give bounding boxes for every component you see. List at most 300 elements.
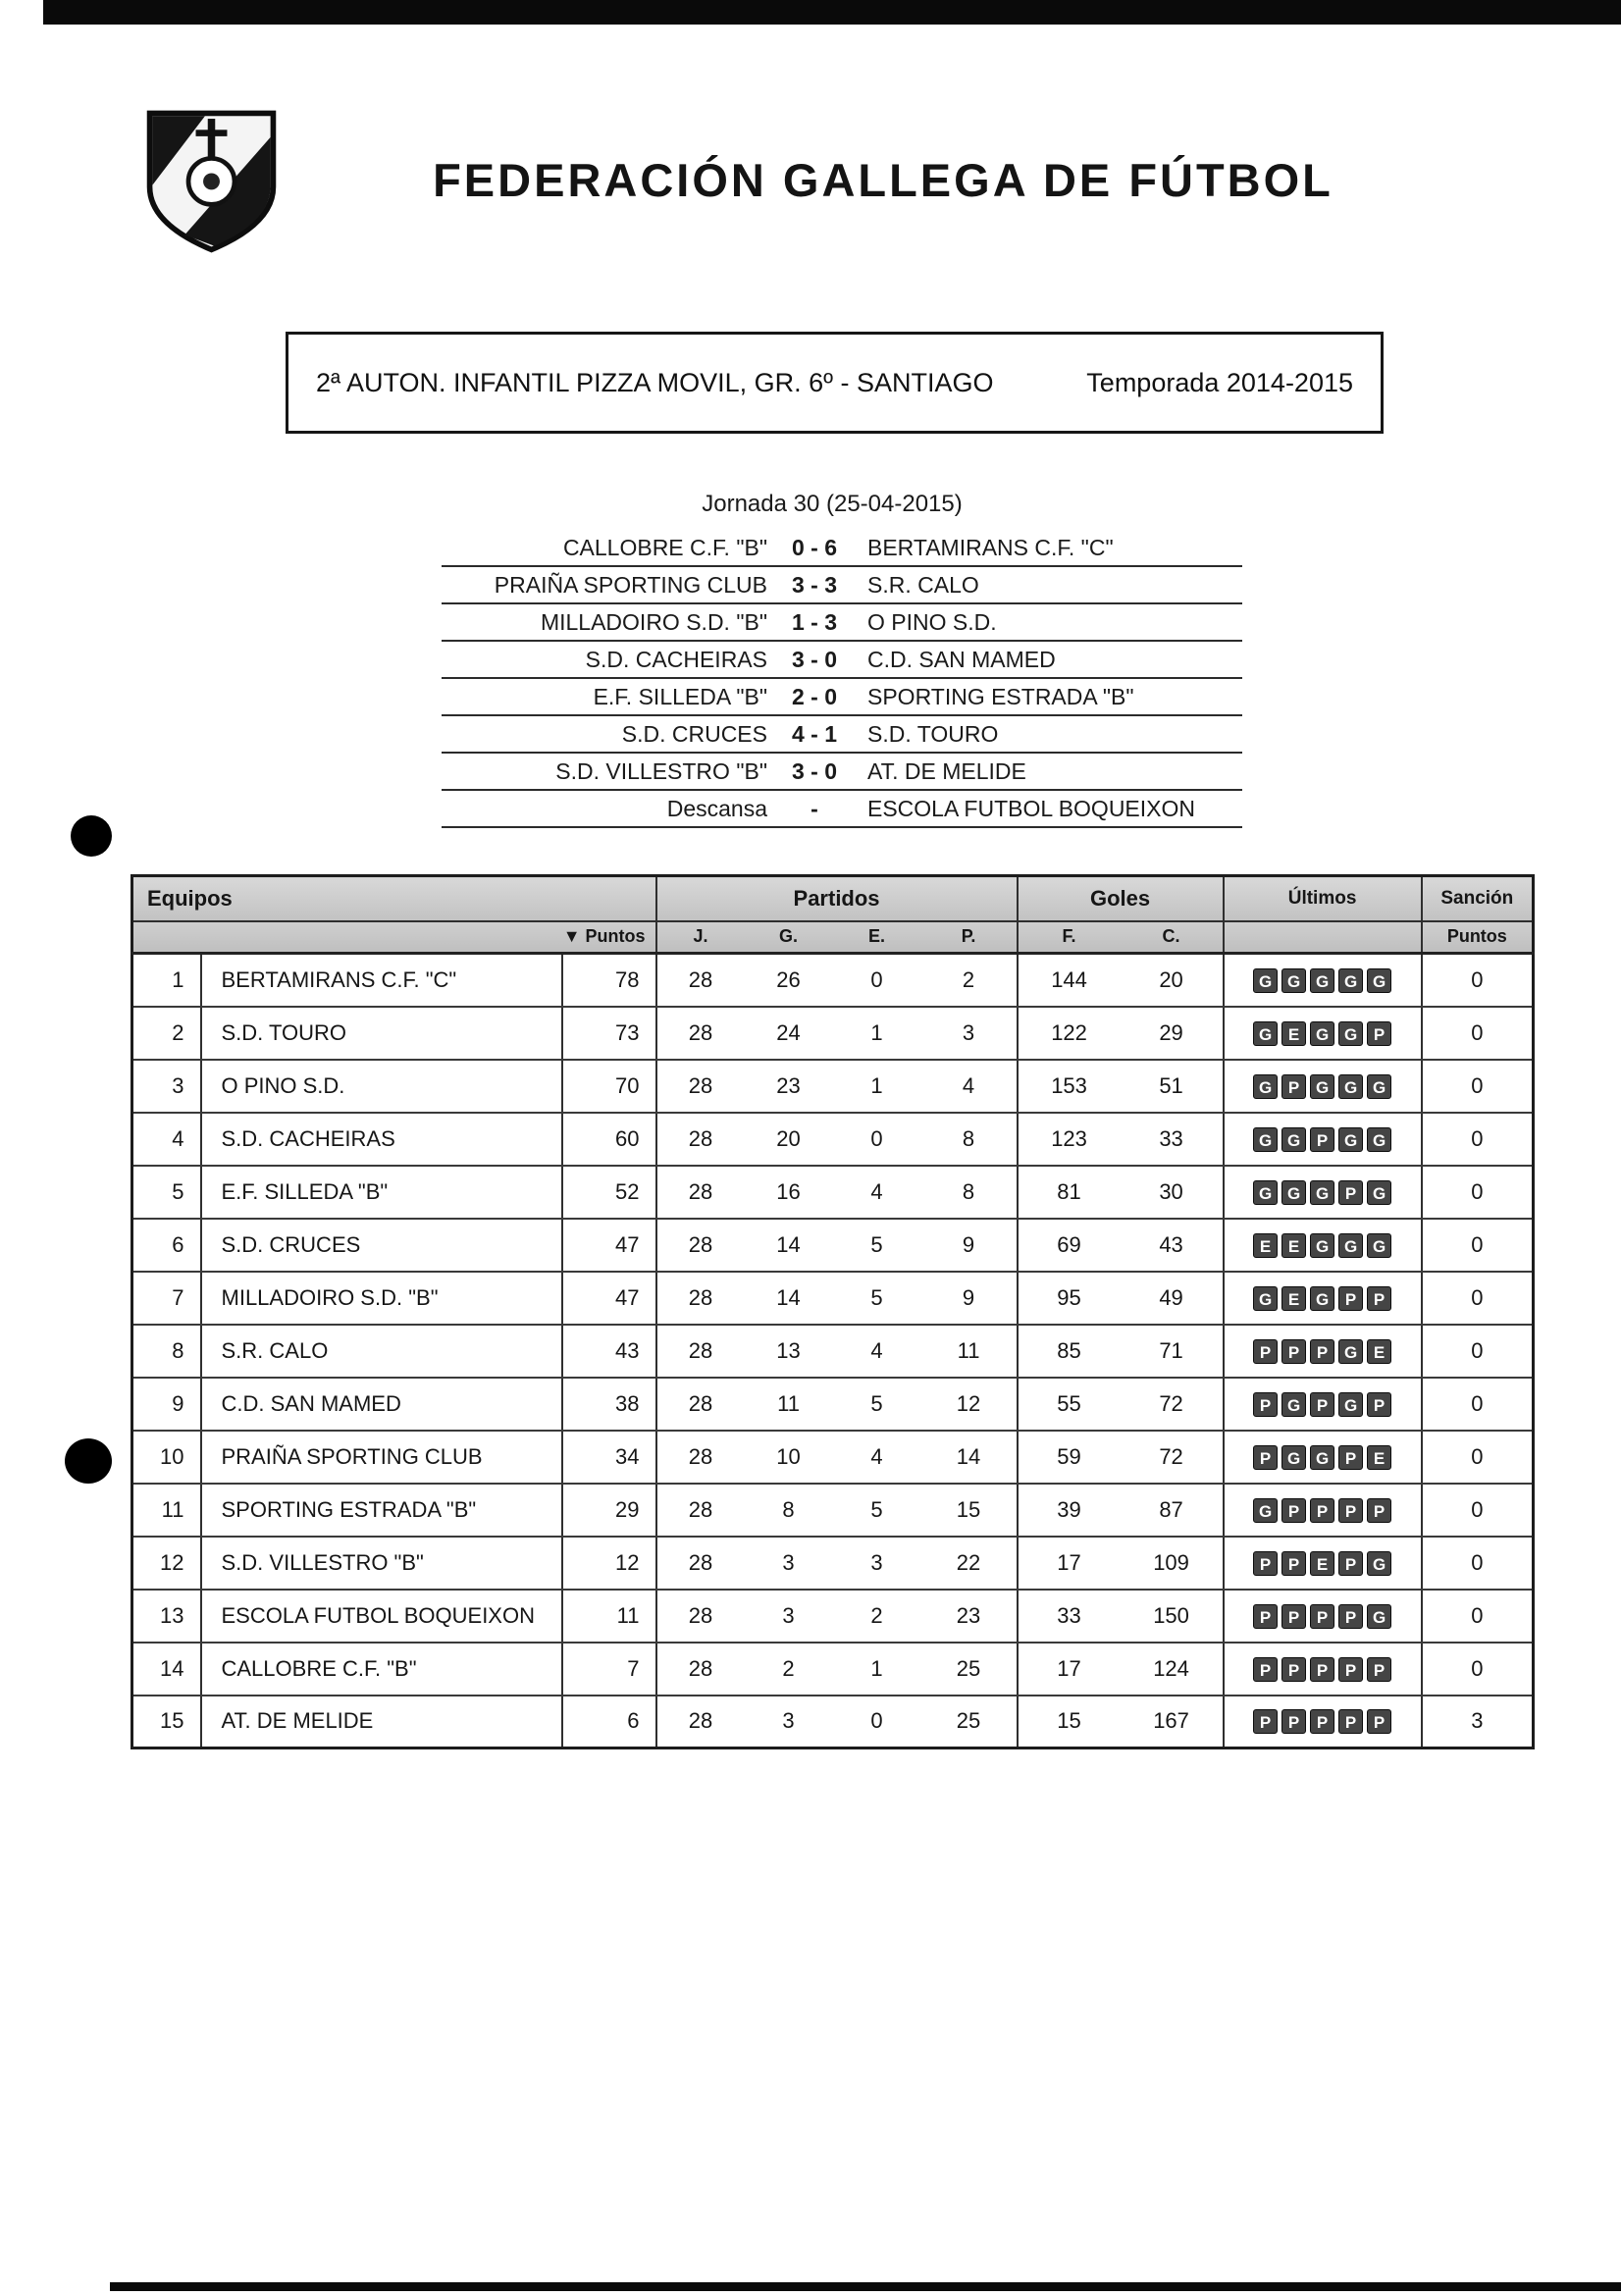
result-letter-g: G: [1281, 1392, 1306, 1417]
wins: 10: [745, 1431, 833, 1484]
row-position: 8: [132, 1325, 201, 1378]
result-away-team: AT. DE MELIDE: [867, 757, 1026, 784]
team-name: BERTAMIRANS C.F. "C": [201, 954, 562, 1007]
last-five-results: [1224, 954, 1422, 1007]
result-letter-g: G: [1281, 1127, 1306, 1152]
col-group-partidos: Partidos: [656, 876, 1018, 921]
losses: 3: [921, 1007, 1018, 1060]
subheader-goals-against: C.: [1121, 921, 1224, 954]
points: 12: [562, 1537, 656, 1590]
sanction-points: 0: [1422, 1166, 1534, 1219]
result-letter-p: P: [1253, 1339, 1278, 1364]
wins: 3: [745, 1696, 833, 1748]
result-away-team: ESCOLA FUTBOL BOQUEIXON: [867, 795, 1196, 821]
result-away-team: S.D. TOURO: [867, 720, 999, 747]
subheader-losses: P.: [921, 921, 1018, 954]
row-position: 1: [132, 954, 201, 1007]
played: 28: [656, 1484, 745, 1537]
result-letter-g: G: [1367, 1127, 1391, 1152]
result-letter-g: G: [1253, 1021, 1278, 1046]
played: 28: [656, 1325, 745, 1378]
result-row: [442, 679, 1242, 716]
result-home-team: S.D. VILLESTRO "B": [555, 757, 767, 784]
result-letter-g: G: [1310, 968, 1334, 993]
result-letter-p: P: [1310, 1604, 1334, 1629]
result-letter-g: G: [1367, 1233, 1391, 1258]
standings-subheader-row: [132, 921, 1534, 954]
standings-row: [132, 1696, 1534, 1748]
played: 28: [656, 1378, 745, 1431]
wins: 14: [745, 1272, 833, 1325]
losses: 11: [921, 1325, 1018, 1378]
result-letter-p: P: [1367, 1021, 1391, 1046]
goals-against: 30: [1121, 1166, 1224, 1219]
wins: 11: [745, 1378, 833, 1431]
losses: 9: [921, 1219, 1018, 1272]
result-letter-p: P: [1281, 1604, 1306, 1629]
result-letter-p: P: [1253, 1445, 1278, 1470]
result-letter-p: P: [1281, 1709, 1306, 1734]
losses: 8: [921, 1166, 1018, 1219]
team-name: S.D. CACHEIRAS: [201, 1113, 562, 1166]
result-letter-g: G: [1338, 1392, 1363, 1417]
federation-crest-icon: [140, 104, 283, 256]
result-home-team: CALLOBRE C.F. "B": [562, 534, 767, 560]
result-letter-g: G: [1338, 1127, 1363, 1152]
played: 28: [656, 954, 745, 1007]
result-letter-g: G: [1310, 1445, 1334, 1470]
season-label: Temporada 2014-2015: [1086, 367, 1353, 397]
goals-for: 95: [1018, 1272, 1121, 1325]
result-letter-p: P: [1367, 1498, 1391, 1523]
result-letter-p: P: [1367, 1657, 1391, 1682]
result-letter-p: P: [1367, 1286, 1391, 1311]
result-letter-p: P: [1281, 1074, 1306, 1099]
competition-name: 2ª AUTON. INFANTIL PIZZA MOVIL, GR. 6º - SANTIAGO: [316, 367, 994, 397]
points: 7: [562, 1643, 656, 1696]
played: 28: [656, 1007, 745, 1060]
last-five-results: [1224, 1007, 1422, 1060]
losses: 4: [921, 1060, 1018, 1113]
goals-for: 15: [1018, 1696, 1121, 1748]
wins: 3: [745, 1590, 833, 1643]
row-position: 12: [132, 1537, 201, 1590]
wins: 20: [745, 1113, 833, 1166]
points: 38: [562, 1378, 656, 1431]
goals-for: 81: [1018, 1166, 1121, 1219]
last-five-results: [1224, 1378, 1422, 1431]
result-home-team: Descansa: [666, 795, 767, 821]
draws: 1: [833, 1643, 921, 1696]
result-letter-g: G: [1338, 1339, 1363, 1364]
played: 28: [656, 1166, 745, 1219]
subheader-played: J.: [656, 921, 745, 954]
col-group-sancion: Sanción: [1422, 876, 1534, 921]
sanction-points: 3: [1422, 1696, 1534, 1748]
goals-against: 72: [1121, 1431, 1224, 1484]
losses: 23: [921, 1590, 1018, 1643]
result-letter-g: G: [1253, 968, 1278, 993]
result-away-team: S.R. CALO: [867, 571, 979, 598]
subheader-wins: G.: [745, 921, 833, 954]
scan-artifact-bottom-bar: [110, 2282, 1621, 2291]
played: 28: [656, 1696, 745, 1748]
last-five-results: [1224, 1537, 1422, 1590]
result-score: -: [810, 795, 818, 821]
result-away-team: O PINO S.D.: [867, 608, 997, 635]
subheader-spacer: [132, 921, 562, 954]
result-letter-p: P: [1281, 1551, 1306, 1576]
draws: 4: [833, 1431, 921, 1484]
wins: 2: [745, 1643, 833, 1696]
result-letter-p: P: [1310, 1339, 1334, 1364]
points: 6: [562, 1696, 656, 1748]
draws: 1: [833, 1007, 921, 1060]
draws: 3: [833, 1537, 921, 1590]
hole-punch-mark: [65, 1438, 112, 1484]
wins: 13: [745, 1325, 833, 1378]
wins: 23: [745, 1060, 833, 1113]
result-letter-g: G: [1253, 1127, 1278, 1152]
draws: 0: [833, 1696, 921, 1748]
result-home-team: PRAIÑA SPORTING CLUB: [494, 571, 767, 598]
goals-for: 144: [1018, 954, 1121, 1007]
goals-for: 59: [1018, 1431, 1121, 1484]
last-five-results: [1224, 1431, 1422, 1484]
points: 47: [562, 1219, 656, 1272]
hole-punch-mark: [71, 815, 112, 857]
standings-row: [132, 1007, 1534, 1060]
row-position: 3: [132, 1060, 201, 1113]
last-five-results: [1224, 1590, 1422, 1643]
result-row: [442, 754, 1242, 791]
result-letter-p: P: [1281, 1657, 1306, 1682]
team-name: S.D. VILLESTRO "B": [201, 1537, 562, 1590]
last-five-results: [1224, 1272, 1422, 1325]
row-position: 14: [132, 1643, 201, 1696]
points: 70: [562, 1060, 656, 1113]
sanction-points: 0: [1422, 1113, 1534, 1166]
draws: 4: [833, 1325, 921, 1378]
row-position: 15: [132, 1696, 201, 1748]
points: 43: [562, 1325, 656, 1378]
result-letter-p: P: [1310, 1392, 1334, 1417]
goals-against: 51: [1121, 1060, 1224, 1113]
result-letter-g: G: [1367, 968, 1391, 993]
draws: 5: [833, 1484, 921, 1537]
goals-against: 33: [1121, 1113, 1224, 1166]
wins: 26: [745, 954, 833, 1007]
team-name: CALLOBRE C.F. "B": [201, 1643, 562, 1696]
wins: 14: [745, 1219, 833, 1272]
goals-against: 124: [1121, 1643, 1224, 1696]
standings-row: [132, 1272, 1534, 1325]
last-five-results: [1224, 1484, 1422, 1537]
row-position: 2: [132, 1007, 201, 1060]
result-letter-e: E: [1281, 1233, 1306, 1258]
points: 47: [562, 1272, 656, 1325]
sanction-points: 0: [1422, 1484, 1534, 1537]
sanction-points: 0: [1422, 1537, 1534, 1590]
wins: 3: [745, 1537, 833, 1590]
last-five-results: [1224, 1166, 1422, 1219]
result-score: 3 - 0: [791, 757, 838, 784]
points: 78: [562, 954, 656, 1007]
wins: 8: [745, 1484, 833, 1537]
sanction-points: 0: [1422, 1590, 1534, 1643]
standings-table: [131, 874, 1535, 1749]
result-letter-e: E: [1367, 1339, 1391, 1364]
result-letter-e: E: [1253, 1233, 1278, 1258]
result-letter-g: G: [1253, 1074, 1278, 1099]
result-row: [442, 642, 1242, 679]
standings-header-groups-row: [132, 876, 1534, 921]
result-letter-g: G: [1281, 968, 1306, 993]
result-letter-g: G: [1338, 1233, 1363, 1258]
losses: 12: [921, 1378, 1018, 1431]
result-letter-p: P: [1338, 1445, 1363, 1470]
result-letter-p: P: [1281, 1339, 1306, 1364]
sanction-points: 0: [1422, 1378, 1534, 1431]
last-five-results: [1224, 1060, 1422, 1113]
result-letter-g: G: [1338, 1021, 1363, 1046]
team-name: AT. DE MELIDE: [201, 1696, 562, 1748]
result-letter-e: E: [1310, 1551, 1334, 1576]
played: 28: [656, 1590, 745, 1643]
points: 34: [562, 1431, 656, 1484]
row-position: 13: [132, 1590, 201, 1643]
points: 11: [562, 1590, 656, 1643]
played: 28: [656, 1272, 745, 1325]
goals-against: 150: [1121, 1590, 1224, 1643]
standings-row: [132, 1643, 1534, 1696]
goals-for: 85: [1018, 1325, 1121, 1378]
points: 73: [562, 1007, 656, 1060]
result-row: [442, 604, 1242, 642]
team-name: PRAIÑA SPORTING CLUB: [201, 1431, 562, 1484]
losses: 25: [921, 1643, 1018, 1696]
matchday-title: Jornada 30 (25-04-2015): [702, 491, 963, 517]
result-letter-g: G: [1310, 1286, 1334, 1311]
losses: 8: [921, 1113, 1018, 1166]
goals-for: 153: [1018, 1060, 1121, 1113]
team-name: S.D. TOURO: [201, 1007, 562, 1060]
goals-against: 71: [1121, 1325, 1224, 1378]
sanction-points: 0: [1422, 1219, 1534, 1272]
result-letter-p: P: [1253, 1709, 1278, 1734]
draws: 2: [833, 1590, 921, 1643]
last-five-results: [1224, 1696, 1422, 1748]
losses: 14: [921, 1431, 1018, 1484]
result-letter-p: P: [1338, 1180, 1363, 1205]
played: 28: [656, 1219, 745, 1272]
result-letter-e: E: [1281, 1021, 1306, 1046]
result-letter-g: G: [1310, 1180, 1334, 1205]
standings-row: [132, 1325, 1534, 1378]
draws: 5: [833, 1378, 921, 1431]
goals-against: 109: [1121, 1537, 1224, 1590]
subheader-draws: E.: [833, 921, 921, 954]
points: 52: [562, 1166, 656, 1219]
sanction-points: 0: [1422, 1643, 1534, 1696]
played: 28: [656, 1060, 745, 1113]
wins: 24: [745, 1007, 833, 1060]
goals-for: 55: [1018, 1378, 1121, 1431]
result-letter-p: P: [1338, 1709, 1363, 1734]
standings-row: [132, 1113, 1534, 1166]
losses: 9: [921, 1272, 1018, 1325]
result-home-team: E.F. SILLEDA "B": [593, 683, 767, 709]
col-group-equipos: Equipos: [132, 876, 656, 921]
result-letter-g: G: [1281, 1180, 1306, 1205]
result-home-team: S.D. CACHEIRAS: [585, 646, 767, 672]
draws: 5: [833, 1219, 921, 1272]
standings-row: [132, 1537, 1534, 1590]
col-group-ultimos: Últimos: [1224, 876, 1422, 921]
goals-for: 17: [1018, 1643, 1121, 1696]
row-position: 11: [132, 1484, 201, 1537]
draws: 1: [833, 1060, 921, 1113]
standings-row: [132, 1484, 1534, 1537]
draws: 0: [833, 954, 921, 1007]
sanction-points: 0: [1422, 1007, 1534, 1060]
result-away-team: BERTAMIRANS C.F. "C": [867, 534, 1114, 560]
row-position: 6: [132, 1219, 201, 1272]
result-letter-p: P: [1338, 1551, 1363, 1576]
result-letter-g: G: [1367, 1604, 1391, 1629]
result-row: [442, 791, 1242, 828]
col-group-goles: Goles: [1018, 876, 1224, 921]
result-letter-p: P: [1253, 1551, 1278, 1576]
points: 29: [562, 1484, 656, 1537]
result-letter-g: G: [1253, 1286, 1278, 1311]
standings-row: [132, 1166, 1534, 1219]
goals-against: 72: [1121, 1378, 1224, 1431]
row-position: 10: [132, 1431, 201, 1484]
result-letter-g: G: [1253, 1180, 1278, 1205]
result-letter-g: G: [1310, 1021, 1334, 1046]
standings-row: [132, 1590, 1534, 1643]
team-name: ESCOLA FUTBOL BOQUEIXON: [201, 1590, 562, 1643]
result-letter-p: P: [1253, 1657, 1278, 1682]
played: 28: [656, 1113, 745, 1166]
goals-against: 20: [1121, 954, 1224, 1007]
result-letter-e: E: [1281, 1286, 1306, 1311]
result-letter-g: G: [1367, 1074, 1391, 1099]
result-score: 3 - 0: [791, 646, 838, 672]
result-letter-p: P: [1338, 1286, 1363, 1311]
result-score: 0 - 6: [791, 534, 838, 560]
standings-row: [132, 1378, 1534, 1431]
result-home-team: MILLADOIRO S.D. "B": [540, 608, 767, 635]
sanction-points: 0: [1422, 1272, 1534, 1325]
sanction-points: 0: [1422, 1325, 1534, 1378]
subheader-ultimos-spacer: [1224, 921, 1422, 954]
row-position: 7: [132, 1272, 201, 1325]
losses: 25: [921, 1696, 1018, 1748]
last-five-results: [1224, 1643, 1422, 1696]
result-letter-p: P: [1281, 1498, 1306, 1523]
draws: 5: [833, 1272, 921, 1325]
result-score: 3 - 3: [791, 571, 838, 598]
result-score: 2 - 0: [791, 683, 838, 709]
results-list: [442, 530, 1242, 828]
row-position: 9: [132, 1378, 201, 1431]
standings-row: [132, 1219, 1534, 1272]
team-name: MILLADOIRO S.D. "B": [201, 1272, 562, 1325]
result-letter-g: G: [1281, 1445, 1306, 1470]
standings-row: [132, 954, 1534, 1007]
team-name: C.D. SAN MAMED: [201, 1378, 562, 1431]
subheader-sanction-puntos: Puntos: [1422, 921, 1534, 954]
goals-for: 17: [1018, 1537, 1121, 1590]
scan-artifact-top-bar: [43, 0, 1621, 25]
result-away-team: SPORTING ESTRADA "B": [867, 683, 1134, 709]
result-letter-p: P: [1253, 1604, 1278, 1629]
goals-against: 29: [1121, 1007, 1224, 1060]
result-letter-g: G: [1338, 968, 1363, 993]
sanction-points: 0: [1422, 1431, 1534, 1484]
goals-against: 43: [1121, 1219, 1224, 1272]
standings-row: [132, 1060, 1534, 1113]
result-letter-p: P: [1367, 1392, 1391, 1417]
result-score: 4 - 1: [791, 720, 838, 747]
wins: 16: [745, 1166, 833, 1219]
result-letter-p: P: [1253, 1392, 1278, 1417]
goals-against: 167: [1121, 1696, 1224, 1748]
last-five-results: [1224, 1113, 1422, 1166]
standings-row: [132, 1431, 1534, 1484]
team-name: S.R. CALO: [201, 1325, 562, 1378]
team-name: SPORTING ESTRADA "B": [201, 1484, 562, 1537]
result-letter-e: E: [1367, 1445, 1391, 1470]
losses: 22: [921, 1537, 1018, 1590]
goals-for: 123: [1018, 1113, 1121, 1166]
result-letter-p: P: [1367, 1709, 1391, 1734]
goals-for: 39: [1018, 1484, 1121, 1537]
result-away-team: C.D. SAN MAMED: [867, 646, 1056, 672]
result-letter-p: P: [1310, 1127, 1334, 1152]
row-position: 5: [132, 1166, 201, 1219]
last-five-results: [1224, 1219, 1422, 1272]
played: 28: [656, 1643, 745, 1696]
standings-body: [132, 954, 1534, 1748]
losses: 2: [921, 954, 1018, 1007]
result-row: [442, 567, 1242, 604]
sanction-points: 0: [1422, 954, 1534, 1007]
subheader-puntos-sorted: ▼ Puntos: [562, 921, 656, 954]
result-letter-p: P: [1338, 1604, 1363, 1629]
result-score: 1 - 3: [791, 608, 838, 635]
last-five-results: [1224, 1325, 1422, 1378]
result-letter-g: G: [1367, 1180, 1391, 1205]
goals-against: 87: [1121, 1484, 1224, 1537]
result-letter-g: G: [1310, 1074, 1334, 1099]
result-row: [442, 530, 1242, 567]
result-letter-g: G: [1253, 1498, 1278, 1523]
result-home-team: S.D. CRUCES: [621, 720, 767, 747]
draws: 4: [833, 1166, 921, 1219]
goals-for: 69: [1018, 1219, 1121, 1272]
played: 28: [656, 1431, 745, 1484]
goals-for: 33: [1018, 1590, 1121, 1643]
competition-header-box: [286, 332, 1384, 434]
result-letter-p: P: [1338, 1498, 1363, 1523]
result-row: [442, 716, 1242, 754]
team-name: E.F. SILLEDA "B": [201, 1166, 562, 1219]
points: 60: [562, 1113, 656, 1166]
played: 28: [656, 1537, 745, 1590]
